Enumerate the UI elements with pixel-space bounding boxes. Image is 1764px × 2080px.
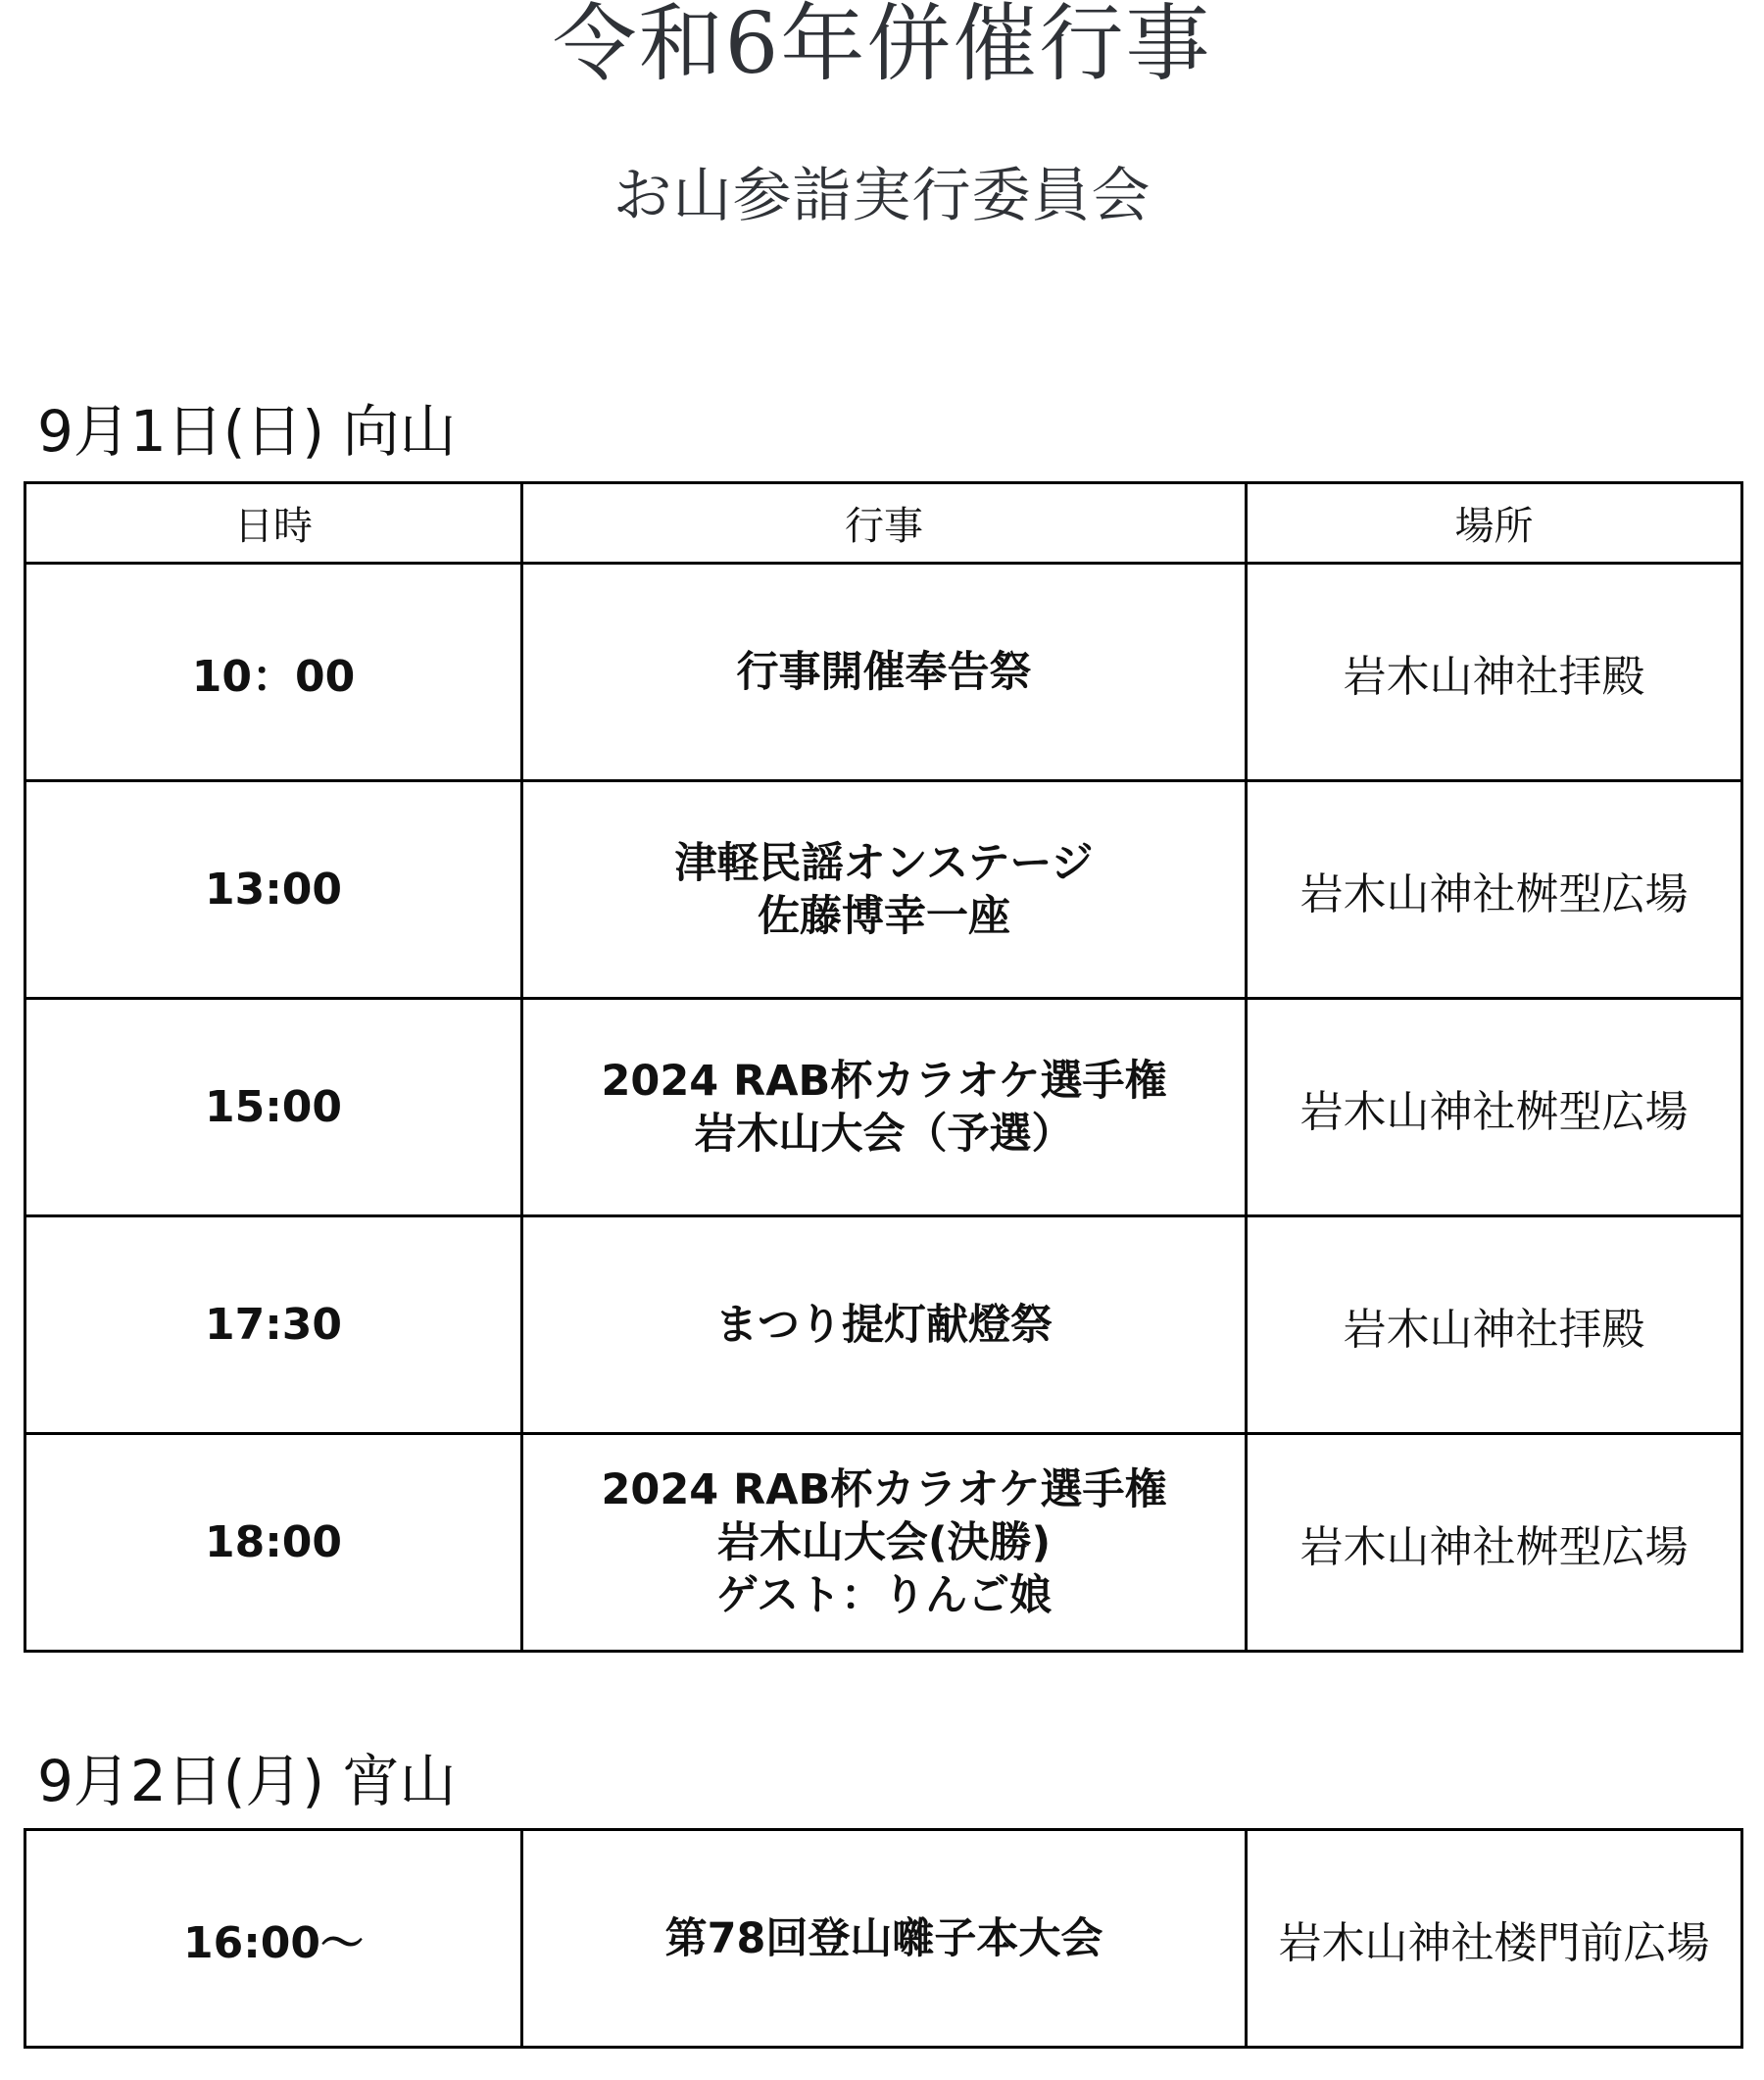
table-row bbox=[25, 781, 1742, 999]
event-name-line: ゲスト：りんご娘 bbox=[715, 1570, 1053, 1620]
table-header-row bbox=[25, 483, 1742, 564]
event-time: 18:00 bbox=[25, 1434, 522, 1652]
column-header-place: 場所 bbox=[1247, 483, 1742, 564]
event-time: 15:00 bbox=[25, 999, 522, 1216]
event-place: 岩木山神社拝殿 bbox=[1247, 1216, 1742, 1434]
column-header-time: 日時 bbox=[25, 483, 522, 564]
day-heading-sep-1: 9月1日(日) 向山 bbox=[37, 398, 457, 465]
column-header-event: 行事 bbox=[522, 483, 1247, 564]
event-name bbox=[522, 999, 1247, 1216]
schedule-table-sep-1 bbox=[24, 481, 1743, 1653]
table-row bbox=[25, 999, 1742, 1216]
table-row bbox=[25, 1830, 1742, 2048]
event-time: 13:00 bbox=[25, 781, 522, 999]
event-time: 10：00 bbox=[25, 564, 522, 781]
event-place: 岩木山神社桝型広場 bbox=[1247, 781, 1742, 999]
event-place: 岩木山神社拝殿 bbox=[1247, 564, 1742, 781]
day-heading-sep-2: 9月2日(月) 宵山 bbox=[37, 1748, 457, 1814]
schedule-table-sep-2 bbox=[24, 1828, 1743, 2049]
event-place: 岩木山神社桝型広場 bbox=[1247, 999, 1742, 1216]
event-name bbox=[522, 1216, 1247, 1434]
event-name-line: 2024 RAB杯カラオケ選手権 bbox=[601, 1056, 1167, 1106]
table-row bbox=[25, 1434, 1742, 1652]
organizer-name: お山参詣実行委員会 bbox=[612, 162, 1152, 230]
event-name-line: 佐藤博幸一座 bbox=[758, 891, 1010, 941]
event-name-line: 2024 RAB杯カラオケ選手権 bbox=[601, 1464, 1167, 1514]
table-row bbox=[25, 1216, 1742, 1434]
table-row bbox=[25, 564, 1742, 781]
page-title: 令和6年併催行事 bbox=[552, 0, 1212, 93]
event-name bbox=[522, 1434, 1247, 1652]
event-place: 岩木山神社楼門前広場 bbox=[1247, 1830, 1742, 2048]
event-name-line: まつり提灯献燈祭 bbox=[715, 1300, 1053, 1350]
event-name bbox=[522, 564, 1247, 781]
event-name-line: 岩木山大会（予選） bbox=[694, 1109, 1074, 1159]
event-name-line: 行事開催奉告祭 bbox=[736, 647, 1032, 697]
event-time: 17:30 bbox=[25, 1216, 522, 1434]
event-name-line: 津軽民謡オンステージ bbox=[674, 838, 1094, 888]
event-name-line: 岩木山大会(決勝) bbox=[716, 1517, 1052, 1567]
event-place: 岩木山神社桝型広場 bbox=[1247, 1434, 1742, 1652]
event-name bbox=[522, 781, 1247, 999]
event-name-line: 第78回登山囃子本大会 bbox=[664, 1913, 1103, 1963]
event-name bbox=[522, 1830, 1247, 2048]
event-time: 16:00〜 bbox=[25, 1830, 522, 2048]
